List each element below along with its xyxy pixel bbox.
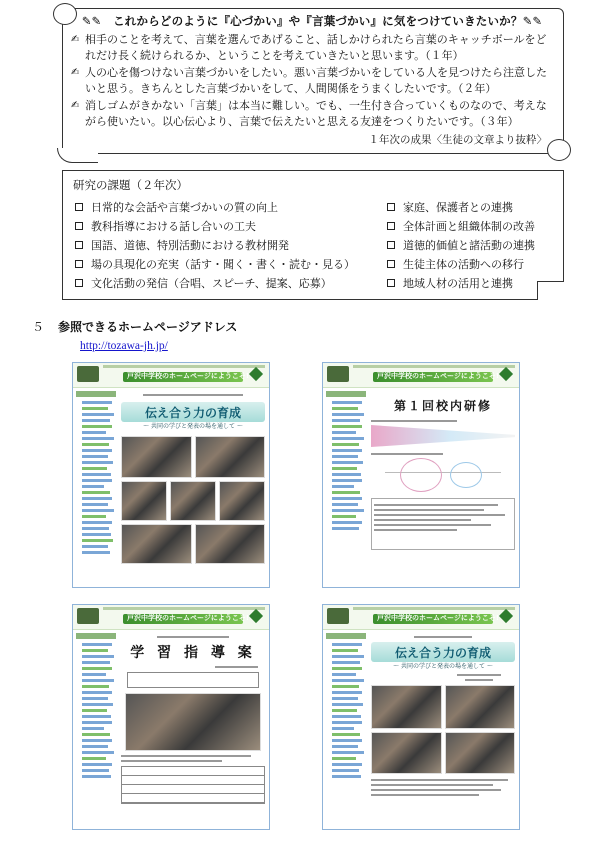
list-item <box>385 197 553 216</box>
scroll-curl-decoration <box>57 148 98 163</box>
site-header <box>323 363 519 388</box>
quote-item <box>71 65 553 97</box>
list-item <box>73 216 385 235</box>
pen-icon: ✍ <box>71 34 80 45</box>
class-photo <box>371 685 442 729</box>
content-subtitle: 〜 共同の学びと発表の場を通して 〜 <box>393 663 493 670</box>
school-logo-icon <box>327 608 349 624</box>
list-item-label: 日常的な会話や言葉づかいの質の向上 <box>91 200 278 214</box>
class-photo <box>195 524 266 564</box>
site-banner: 戸沢中学校のホームページにようこそ! <box>377 614 500 622</box>
site-banner: 戸沢中学校のホームページにようこそ! <box>377 372 500 380</box>
content-title: 学 習 指 導 案 <box>130 645 256 661</box>
list-item-label: 文化活動の発信（合唱、スピーチ、提案、応募） <box>91 276 332 290</box>
homepage-screenshot-1 <box>72 362 270 588</box>
research-title: 研究の課題（２年次） <box>73 178 188 192</box>
scroll-title: ✎✎ これからどのように『心づかい』や『言葉づかい』に気をつけていきたいか？✎✎ <box>81 14 543 28</box>
site-main <box>371 633 515 825</box>
list-item <box>73 235 385 254</box>
class-photo <box>170 481 216 521</box>
list-item <box>385 254 553 273</box>
list-item-label: 道徳的価値と諸活動の連携 <box>403 238 535 252</box>
lesson-photo <box>125 693 261 751</box>
research-topics-box <box>62 170 564 300</box>
list-item <box>73 254 385 273</box>
content-title: 第１回校内研修 <box>393 399 492 413</box>
homepage-screenshot-4 <box>322 604 520 830</box>
pen-icon: ✍ <box>71 100 80 111</box>
page-fold-decoration <box>537 281 564 300</box>
checkbox-icon <box>387 203 395 211</box>
homepage-url-link[interactable]: http://tozawa-jh.jp/ <box>80 340 168 352</box>
emblem-icon <box>249 367 263 381</box>
checkbox-icon <box>75 241 83 249</box>
list-item <box>385 273 553 292</box>
list-item <box>385 216 553 235</box>
checkbox-icon <box>75 222 83 230</box>
diagram-lines <box>371 458 515 492</box>
site-sidebar <box>326 391 366 583</box>
pen-icon: ✍ <box>71 67 80 78</box>
quote-item <box>71 32 553 64</box>
site-header <box>73 363 269 388</box>
research-list-left <box>73 197 385 292</box>
class-photo <box>445 685 516 729</box>
list-item-label: 場の具現化の充実（話す・聞く・書く・読む・見る） <box>91 257 355 271</box>
list-item-label: 全体計画と組織体制の改善 <box>403 219 535 233</box>
checkbox-icon <box>387 279 395 287</box>
quote-text: 消しゴムがきかない「言葉」は本当に難しい。でも、一生付き合っていくものなので、考えながら使いたい。以心伝心より、言葉で伝えたいと思える友達をつくりたいです。（３年） <box>85 99 547 128</box>
class-photo <box>445 732 516 774</box>
checkbox-icon <box>75 260 83 268</box>
site-main <box>121 391 265 583</box>
checkbox-icon <box>75 279 83 287</box>
diagram-arrow <box>371 425 515 447</box>
site-main <box>121 633 265 825</box>
list-item-label: 家庭、保護者との連携 <box>403 200 513 214</box>
class-photo <box>219 481 265 521</box>
quote-item <box>71 98 553 130</box>
school-logo-icon <box>77 366 99 382</box>
student-quotes-scroll <box>62 8 564 154</box>
quote-text: 相手のことを考えて、言葉を選んであげること、話しかけられたら言葉のキャッチボールをどれだけ長く続けられるか、ということを考えていきたいと思います。（１年） <box>85 33 547 62</box>
list-item-label: 教科指導における話し合いの工夫 <box>91 219 256 233</box>
site-header <box>323 605 519 630</box>
notes-box <box>371 498 515 550</box>
quote-text: 人の心を傷つけない言葉づかいをしたい。悪い言葉づかいをしている人を見つけたら注意したいと思う。きちんとした言葉づかいをして、人間関係をうまくしたいです。（２年） <box>85 66 547 95</box>
content-title: 伝え合う力の育成 <box>121 402 265 422</box>
site-sidebar <box>76 633 116 825</box>
site-main <box>371 391 515 583</box>
section-number: ５ <box>32 320 45 334</box>
class-photo <box>121 436 192 478</box>
checkbox-icon <box>387 260 395 268</box>
emblem-icon <box>249 609 263 623</box>
list-item <box>73 273 385 292</box>
class-photo <box>121 524 192 564</box>
class-photo <box>121 481 167 521</box>
emblem-icon <box>499 367 513 381</box>
scroll-roll-decoration <box>53 3 77 25</box>
site-banner: 戸沢中学校のホームページにようこそ! <box>127 372 250 380</box>
site-sidebar <box>326 633 366 825</box>
scroll-roll-decoration <box>547 139 571 161</box>
list-item-label: 国語、道徳、特別活動における教材開発 <box>91 238 289 252</box>
list-item-label: 地域人材の活用と連携 <box>403 276 513 290</box>
homepage-screenshot-3 <box>72 604 270 830</box>
research-list-right <box>385 197 553 292</box>
site-header <box>73 605 269 630</box>
class-photo <box>195 436 266 478</box>
list-item <box>73 197 385 216</box>
site-sidebar <box>76 391 116 583</box>
content-title: 伝え合う力の育成 <box>371 642 515 662</box>
school-logo-icon <box>77 608 99 624</box>
section-title: 参照できるホームページアドレス <box>58 320 238 334</box>
section-heading <box>32 318 237 335</box>
checkbox-icon <box>75 203 83 211</box>
school-logo-icon <box>327 366 349 382</box>
class-photo <box>371 732 442 774</box>
list-item <box>385 235 553 254</box>
content-subtitle: 〜 共同の学びと発表の場を通して 〜 <box>143 423 243 430</box>
checkbox-icon <box>387 222 395 230</box>
checkbox-icon <box>387 241 395 249</box>
quote-source: １年次の成果〈生徒の文章より抜粋〉 <box>368 134 547 146</box>
schedule-table <box>121 766 265 804</box>
emblem-icon <box>499 609 513 623</box>
list-item-label: 生徒主体の活動への移行 <box>403 257 524 271</box>
site-banner: 戸沢中学校のホームページにようこそ! <box>127 614 250 622</box>
homepage-screenshot-2 <box>322 362 520 588</box>
theme-box <box>127 672 259 688</box>
